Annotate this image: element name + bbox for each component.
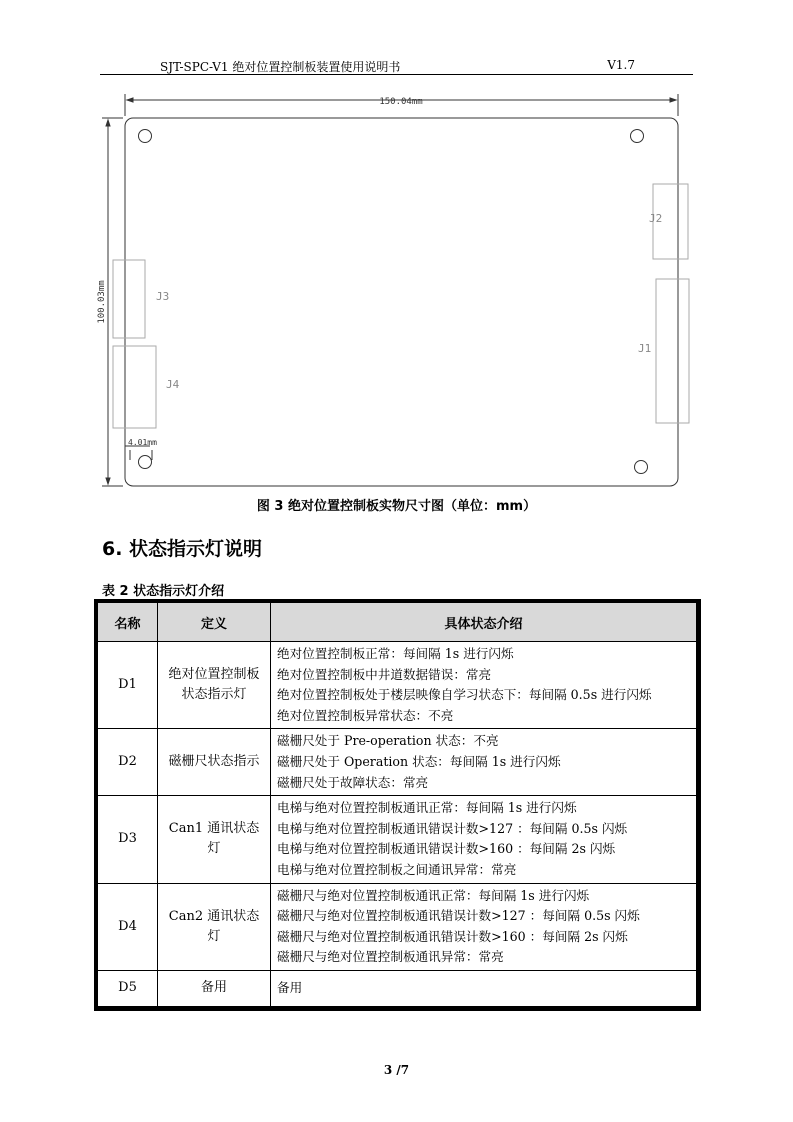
led-description: 磁栅尺与绝对位置控制板通讯正常：每间隔 1s 进行闪烁 磁栅尺与绝对位置控制板通讯错误计数>127 ：每间隔 0.5s 闪烁 磁栅尺与绝对位置控制板通讯错误计数>160 ：每间隔 2s 闪烁 磁栅尺与绝对位置控制板通讯异常：常亮 xyxy=(271,883,697,970)
mount-hole-br xyxy=(635,461,648,474)
table-caption: 表 2 状态指示灯介绍 xyxy=(102,584,225,599)
led-description: 磁栅尺处于 Pre-operation 状态：不亮 磁栅尺处于 Operation 状态：每间隔 1s 进行闪烁 磁栅尺处于故障状态：常亮 xyxy=(271,729,697,796)
led-definition: 备用 xyxy=(158,970,271,1006)
led-name: D3 xyxy=(98,796,158,883)
svg-text:150.04mm: 150.04mm xyxy=(379,97,423,107)
section-title: 6. 状态指示灯说明 xyxy=(102,538,263,560)
status-led-table xyxy=(94,599,701,1011)
mount-hole-bl xyxy=(139,456,152,469)
led-description: 绝对位置控制板正常：每间隔 1s 进行闪烁 绝对位置控制板中井道数据错误：常亮 绝对位置控制板处于楼层映像自学习状态下：每间隔 0.5s 进行闪烁 绝对位置控制板异常状态：不亮 xyxy=(271,642,697,729)
board-dimension-drawing xyxy=(90,88,700,492)
table-row xyxy=(98,796,697,883)
led-definition: Can1 通讯状态 灯 xyxy=(158,796,271,883)
board-outline xyxy=(125,118,678,486)
led-definition: Can2 通讯状态 灯 xyxy=(158,883,271,970)
led-name: D2 xyxy=(98,729,158,796)
svg-text:J1: J1 xyxy=(638,342,652,355)
table-header-row xyxy=(98,603,697,642)
led-definition: 绝对位置控制板 状态指示灯 xyxy=(158,642,271,729)
table-row xyxy=(98,642,697,729)
led-name: D5 xyxy=(98,970,158,1006)
svg-text:J3: J3 xyxy=(156,290,170,303)
led-name: D1 xyxy=(98,642,158,729)
figure-caption: 图 3 绝对位置控制板实物尺寸图（单位：mm） xyxy=(256,499,537,514)
svg-text:J4: J4 xyxy=(166,378,180,391)
table-row xyxy=(98,729,697,796)
connector-j1 xyxy=(656,279,689,423)
col-header-description: 具体状态介绍 xyxy=(271,603,697,642)
connector-j3 xyxy=(113,260,145,338)
table-row xyxy=(98,883,697,970)
mount-hole-tr xyxy=(631,130,644,143)
svg-text:4.01mm: 4.01mm xyxy=(128,438,157,447)
led-name: D4 xyxy=(98,883,158,970)
led-description: 电梯与绝对位置控制板通讯正常：每间隔 1s 进行闪烁 电梯与绝对位置控制板通讯错误计数>127 ：每间隔 0.5s 闪烁 电梯与绝对位置控制板通讯错误计数>160 ：每间隔 2s 闪烁 电梯与绝对位置控制板之间通讯异常：常亮 xyxy=(271,796,697,883)
col-header-definition: 定义 xyxy=(158,603,271,642)
led-description: 备用 xyxy=(271,970,697,1006)
header-version: V1.7 xyxy=(607,58,635,72)
led-definition: 磁栅尺状态指示 xyxy=(158,729,271,796)
mount-hole-tl xyxy=(139,130,152,143)
page-number: 3 /7 xyxy=(383,1063,410,1077)
svg-text:J2: J2 xyxy=(649,212,663,225)
svg-text:100.03mm: 100.03mm xyxy=(97,280,107,324)
table-row xyxy=(98,970,697,1006)
col-header-name: 名称 xyxy=(98,603,158,642)
page-header xyxy=(100,56,693,75)
header-title: SJT-SPC-V1 绝对位置控制板装置使用说明书 xyxy=(160,60,401,74)
connector-j4 xyxy=(113,346,156,428)
